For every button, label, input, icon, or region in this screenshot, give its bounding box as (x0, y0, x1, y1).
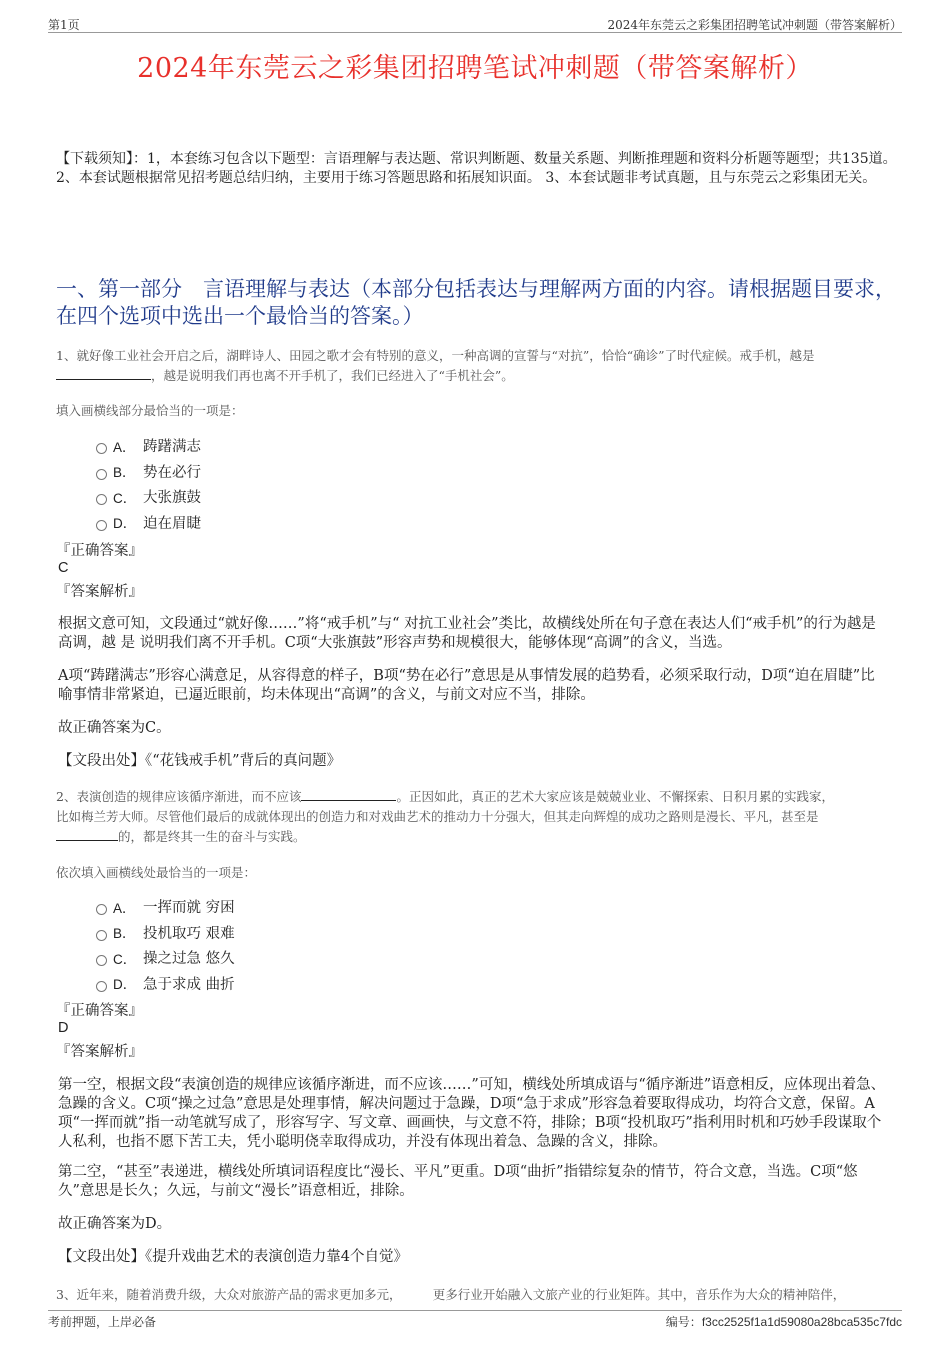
q2-options (96, 894, 235, 996)
q1-option-a[interactable]: A． 踌躇满志 (96, 433, 201, 459)
q2-analysis-p3: 故正确答案为D。 (58, 1216, 172, 1232)
q1-analysis-p1: 根据文意可知，文段通过“就好像……”将“戒手机”与“ 对抗工业社会”类比，故横线处所在句子意在表达人们“戒手机”的行为越是高调，越 是 说明我们离不开手机。C项“大张旗鼓”形容声势和规模很大，能够体现“高调”的含义，当选。 (58, 616, 876, 651)
q2-option-a[interactable]: A． 一挥而就 穷困 (96, 894, 235, 920)
question-2-stem: 2、表演创造的规律应该循序渐进，而不应该 。正因如此，真正的艺术大家应该是兢兢业业、不懈探索、日积月累的实践家， 比如梅兰芳大师。尽管他们最后的成就体现出的创造力和对戏曲艺术的推动力十分强大，但其走向辉煌的成功之路则是漫长、平凡，甚至是 的，都是终其一生的奋斗与实践。 (56, 789, 834, 844)
q1-prompt: 填入画横线部分最恰当的一项是： (56, 403, 244, 418)
q2-analysis-label: 『答案解析』 (56, 1044, 143, 1060)
q1-blank (56, 367, 151, 380)
q2-answer: D (58, 1020, 69, 1036)
radio-icon[interactable] (96, 443, 107, 454)
q1-analysis-p3: 故正确答案为C。 (58, 720, 171, 736)
radio-icon[interactable] (96, 904, 107, 915)
q2-analysis-p2: 第二空，“甚至”表递进，横线处所填词语程度比“漫长、平凡”更重。D项“曲折”指错综复杂的情节，符合文意，当选。C项“悠久”意思是长久；久远，与前文“漫长”语意相近，排除。 (58, 1164, 858, 1199)
q1-option-c[interactable]: C． 大张旗鼓 (96, 484, 201, 510)
radio-icon[interactable] (96, 494, 107, 505)
page-number: 第1页 (48, 18, 80, 32)
question-3-stem: 3、近年来，随着消费升级，大众对旅游产品的需求更加多元， 更多行业开始融入文旅产业的行业矩阵。其中，音乐作为大众的精神陪伴， (56, 1287, 846, 1302)
q2-analysis-p1: 第一空，根据文段“表演创造的规律应该循序渐进，而不应该……”可知，横线处所填成语与“循序渐进”语意相反，应体现出着急、急躁的含义。C项“操之过急”意思是处理事情，解决问题过于急躁，D项“急于求成”形容急着要取得成功，均符合文意，保留。A项“一挥而就”指一动笔就写成了，形容写字、写文章、画画快，与文意不符，排除；B项“投机取巧”指利用时机和巧妙手段谋取个人私利，也指不愿下苦工夫，凭小聪明侥幸取得成功，并没有体现出着急、急躁的含义，排除。 (58, 1077, 886, 1150)
q2-option-c[interactable]: C． 操之过急 悠久 (96, 945, 235, 971)
header-doc-title: 2024年东莞云之彩集团招聘笔试冲刺题（带答案解析） (607, 18, 902, 32)
q1-answer-label: 『正确答案』 (56, 543, 143, 559)
q1-options (96, 433, 201, 535)
q2-blank-1 (301, 788, 396, 801)
q2-blank-2 (56, 828, 118, 841)
q1-option-d[interactable]: D． 迫在眉睫 (96, 510, 201, 536)
question-1-stem (56, 346, 901, 386)
footer-slogan: 考前押题，上岸必备 (48, 1315, 157, 1329)
radio-icon[interactable] (96, 520, 107, 531)
download-notice: 【下载须知】：1，本套练习包含以下题型：言语理解与表达题、常识判断题、数量关系题、判断推理题和资料分析题等题型；共135道。 2、本套试题根据常见招考题总结归纳，主要用于练习答题思路和拓展知识面。 3、本套试题非考试真题，且与东莞云之彩集团无关。 (56, 151, 897, 186)
q1-option-b[interactable]: B． 势在必行 (96, 459, 201, 485)
q2-prompt: 依次填入画横线处最恰当的一项是： (56, 865, 257, 880)
q2-option-d[interactable]: D． 急于求成 曲折 (96, 971, 235, 997)
radio-icon[interactable] (96, 981, 107, 992)
q2-source: 【文段出处】《提升戏曲艺术的表演创造力靠4个自觉》 (58, 1249, 408, 1265)
q1-answer: C (58, 560, 69, 576)
q1-stem-part-a: 1、就好像工业社会开启之后，湖畔诗人、田园之歌才会有特别的意义，一种高调的宣誓与“对抗”，恰恰“确诊”了时代症候。戒手机，越是 (56, 348, 815, 363)
section-heading: 一、第一部分 言语理解与表达（本部分包括表达与理解两方面的内容。请根据题目要求，在四个选项中选出一个最恰当的答案。） (56, 277, 896, 328)
q2-option-b[interactable]: B． 投机取巧 艰难 (96, 920, 235, 946)
document-title: 2024年东莞云之彩集团招聘笔试冲刺题（带答案解析） (137, 53, 813, 84)
radio-icon[interactable] (96, 469, 107, 480)
q1-stem-part-b: ，越是说明我们再也离不开手机了，我们已经进入了“手机社会”。 (151, 368, 514, 383)
radio-icon[interactable] (96, 930, 107, 941)
page-header (48, 14, 902, 33)
q1-source: 【文段出处】《“花钱戒手机”背后的真问题》 (58, 753, 342, 769)
q1-analysis-p2: A项“踌躇满志”形容心满意足，从容得意的样子，B项“势在必行”意思是从事情发展的趋势看，必须采取行动，D项“迫在眉睫”比喻事情非常紧迫，已逼近眼前，均未体现出“高调”的含义，与前文对应不当，排除。 (58, 668, 875, 703)
radio-icon[interactable] (96, 955, 107, 966)
page-footer (48, 1310, 902, 1329)
footer-code: 编号：f3cc2525f1a1d59080a28bca535c7fdc (665, 1315, 902, 1329)
q1-analysis-label: 『答案解析』 (56, 584, 143, 600)
q2-answer-label: 『正确答案』 (56, 1003, 143, 1019)
